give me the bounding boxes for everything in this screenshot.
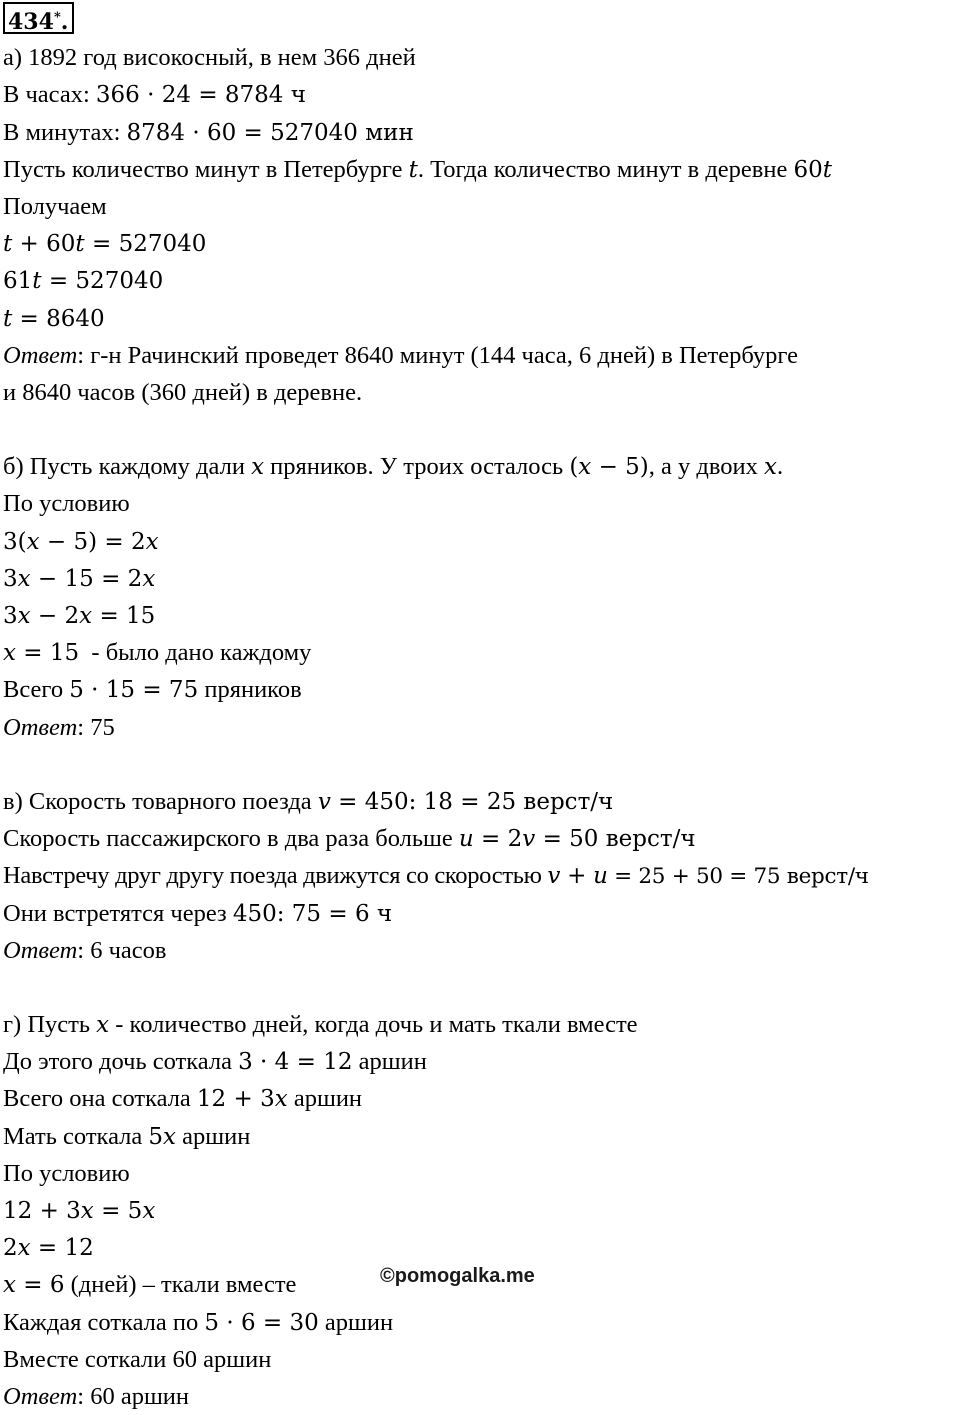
math-var: x xyxy=(3,1272,16,1299)
part-g-line-9 xyxy=(3,1304,958,1341)
part-b-line-7 xyxy=(3,671,958,708)
math: = 2 xyxy=(473,826,523,853)
math: 366 · 24 = 8784 ч xyxy=(95,82,306,109)
math: 8784 · 60 = 527040 мин xyxy=(126,119,414,146)
part-a-line-6 xyxy=(3,225,958,262)
text: Они встретятся через xyxy=(3,899,233,927)
math: 3 xyxy=(3,565,18,592)
math-var: x xyxy=(80,1198,94,1224)
text: . xyxy=(777,453,784,481)
problem-star: * xyxy=(53,10,61,25)
math-var: t xyxy=(75,231,85,258)
text: пряников xyxy=(198,676,302,704)
math: − 5) xyxy=(591,454,649,481)
math-var: u xyxy=(593,863,608,890)
text: аршин xyxy=(287,1085,363,1113)
math-var: x xyxy=(251,454,265,481)
text: В минутах: xyxy=(3,118,127,146)
math: = 50 верст/ч xyxy=(535,826,696,853)
part-b-line-5 xyxy=(3,597,958,634)
text: Скорость пассажирского в два раза больше xyxy=(3,825,459,853)
spacer xyxy=(3,969,958,1006)
math: = 450: 18 = 25 верст/ч xyxy=(330,788,614,815)
math: 60 xyxy=(793,156,823,183)
math-var: x xyxy=(142,1198,156,1224)
math: 3( xyxy=(3,528,27,555)
part-a-answer xyxy=(3,337,958,374)
part-b-line-6 xyxy=(3,634,958,671)
watermark: ©pomogalka.me xyxy=(380,1265,535,1287)
math-var: v xyxy=(547,863,561,890)
math: + xyxy=(560,863,594,890)
answer-label: Ответ xyxy=(3,1382,78,1410)
math: 61 xyxy=(3,268,33,295)
part-b-line-4 xyxy=(3,560,958,597)
text: До этого дочь соткала xyxy=(3,1048,239,1076)
part-a-line-8 xyxy=(3,300,958,337)
answer-label: Ответ xyxy=(3,341,78,369)
part-g-line-1 xyxy=(3,1006,958,1043)
text: Всего она соткала xyxy=(3,1085,197,1113)
part-a-answer-cont xyxy=(3,374,958,411)
math: − 5) = 2 xyxy=(39,528,146,555)
text: пряников. У троих осталось xyxy=(264,453,570,481)
problem-number-box xyxy=(3,2,74,34)
problem-number: 434 xyxy=(8,9,54,35)
part-b-answer xyxy=(3,709,958,746)
answer-text: : 60 аршин xyxy=(77,1382,190,1410)
math: = 527040 xyxy=(41,268,164,295)
math-var: t xyxy=(3,305,13,332)
part-g-line-4 xyxy=(3,1118,958,1155)
math-var: x xyxy=(764,454,777,481)
solution-page xyxy=(3,2,958,1415)
math-var: u xyxy=(458,826,474,853)
answer-text: : 75 xyxy=(77,713,115,741)
text: - количество дней, когда дочь и мать ткали вместе xyxy=(109,1011,638,1039)
math: 12 + 3 xyxy=(3,1198,81,1224)
math: = 527040 xyxy=(84,231,207,258)
math: 5 xyxy=(148,1123,164,1150)
math: 5 · 6 = 30 xyxy=(204,1309,319,1336)
math-var: x xyxy=(142,565,156,592)
math: 2 xyxy=(3,1235,18,1262)
part-g-answer xyxy=(3,1378,958,1415)
answer-text: и 8640 часов (360 дней) в деревне. xyxy=(3,378,363,406)
math: = 12 xyxy=(30,1235,94,1262)
text: , а у двоих xyxy=(648,453,765,481)
text: б) Пусть каждому дали xyxy=(3,453,252,481)
text: в) Скорость товарного поезда xyxy=(3,787,318,815)
text: аршин xyxy=(318,1308,394,1336)
text: По условию xyxy=(3,490,130,518)
answer-text: : 6 часов xyxy=(77,936,167,964)
text: Получаем xyxy=(3,192,107,220)
part-b-line-3 xyxy=(3,523,958,560)
math: = 25 + 50 = 75 верст/ч xyxy=(607,864,869,890)
part-v-answer xyxy=(3,932,958,969)
text: . Тогда количество минут в деревне xyxy=(417,155,794,183)
part-b-line-1 xyxy=(3,448,958,485)
part-g-line-2 xyxy=(3,1043,958,1080)
math: 5 · 15 = 75 xyxy=(69,677,199,704)
part-a-line-1 xyxy=(3,39,958,76)
math-var: t xyxy=(822,156,833,183)
math: − 2 xyxy=(30,603,80,629)
math: = 8640 xyxy=(12,305,105,332)
text: г) Пусть xyxy=(3,1011,97,1039)
text: В часах: xyxy=(3,81,96,109)
text: аршин xyxy=(352,1048,427,1076)
math-var: t xyxy=(32,268,42,295)
math-var: x xyxy=(3,640,16,667)
math: − 15 = 2 xyxy=(30,565,143,592)
math: 3 · 4 = 12 xyxy=(238,1049,353,1076)
math-var: x xyxy=(79,603,93,629)
math-var: x xyxy=(163,1123,177,1150)
part-g-line-5 xyxy=(3,1155,958,1192)
part-v-line-2 xyxy=(3,820,958,857)
math-var: t xyxy=(3,231,13,258)
text: а) 1892 год високосный, в нем 366 дней xyxy=(3,44,416,72)
part-g-line-7 xyxy=(3,1229,958,1266)
part-v-line-4 xyxy=(3,895,958,932)
part-a-line-3 xyxy=(3,114,958,151)
math: 3 xyxy=(3,603,18,629)
text: По условию xyxy=(3,1159,130,1187)
spacer xyxy=(3,411,958,448)
math-var: x xyxy=(26,528,40,555)
part-v-line-1 xyxy=(3,783,958,820)
part-g-line-6 xyxy=(3,1192,958,1229)
math-var: x xyxy=(145,528,159,555)
math: = 15 xyxy=(15,640,80,667)
problem-dot: . xyxy=(60,9,69,35)
math-var: t xyxy=(408,156,418,183)
text: Пусть количество минут в Петербурге xyxy=(3,155,409,183)
math: 12 + 3 xyxy=(196,1086,275,1113)
math-var: x xyxy=(578,454,592,481)
answer-label: Ответ xyxy=(3,713,78,741)
text: Мать соткала xyxy=(3,1122,149,1150)
text: Всего xyxy=(3,676,70,704)
part-g-line-3 xyxy=(3,1080,958,1117)
math-var: x xyxy=(17,603,31,629)
math-var: x xyxy=(17,565,31,592)
math: = 15 xyxy=(92,603,156,629)
answer-label: Ответ xyxy=(3,936,78,964)
math: = 6 xyxy=(15,1272,65,1299)
math: = 5 xyxy=(93,1198,143,1224)
text: Навстречу друг другу поезда движутся со скоростью xyxy=(3,862,548,890)
math-var: x xyxy=(274,1086,288,1113)
text: - было дано каждому xyxy=(79,639,312,667)
problem-header xyxy=(3,2,958,39)
part-v-line-3 xyxy=(3,857,958,894)
text: (дней) – ткали вместе xyxy=(64,1271,297,1299)
spacer xyxy=(3,746,958,783)
answer-text: : г-н Рачинский проведет 8640 минут (144 часа, 6 дней) в Петербурге xyxy=(77,341,798,369)
part-g-line-10 xyxy=(3,1341,958,1378)
text: аршин xyxy=(176,1122,251,1150)
text: Каждая соткала по xyxy=(3,1308,205,1336)
part-b-line-2 xyxy=(3,485,958,522)
math: + 60 xyxy=(12,231,76,258)
part-a-line-4 xyxy=(3,151,958,188)
part-a-line-7 xyxy=(3,262,958,299)
text: Вместе соткали 60 аршин xyxy=(3,1345,272,1373)
math-var: v xyxy=(317,788,331,815)
part-a-line-5 xyxy=(3,188,958,225)
math: ( xyxy=(569,454,579,481)
math-var: x xyxy=(17,1235,31,1262)
part-a-line-2 xyxy=(3,76,958,113)
math-var: x xyxy=(96,1012,110,1039)
math-var: v xyxy=(522,826,536,853)
math: 450: 75 = 6 ч xyxy=(232,900,393,927)
